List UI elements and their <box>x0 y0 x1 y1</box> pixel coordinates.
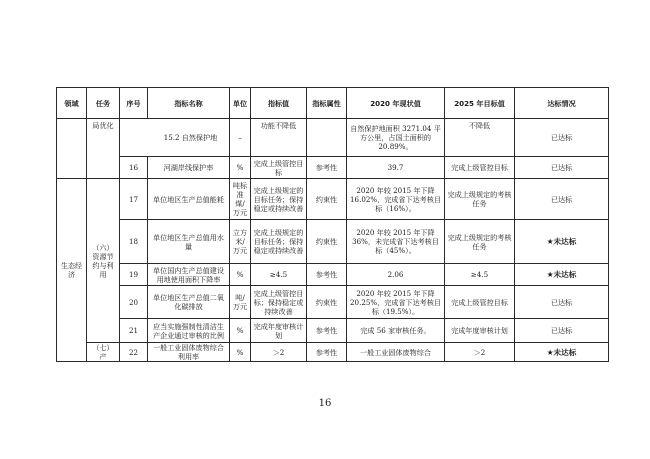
cell-unit: % <box>230 157 251 179</box>
cell-current: 2020 年较 2015 年下降 36%，未完成省下达考核目标（45%）。 <box>347 220 445 264</box>
cell-attr: 参考性 <box>307 264 347 286</box>
cell-name: 单位地区生产总值能耗 <box>148 179 230 220</box>
header-current: 2020 年现状值 <box>347 88 445 119</box>
cell-attr: 约束性 <box>307 220 347 264</box>
cell-target: 完成年度审核计划 <box>251 319 307 343</box>
header-status: 达标情况 <box>515 88 609 119</box>
header-target: 指标值 <box>251 88 307 119</box>
table-row <box>57 286 609 319</box>
cell-current: 2.06 <box>347 264 445 286</box>
cell-current: 2020 年较 2015 年下降 16.02%，完成省下达考核目标（16%）。 <box>347 179 445 220</box>
cell-target: 功能不降低 <box>251 119 307 157</box>
header-unit: 单位 <box>230 88 251 119</box>
cell-status: 已达标 <box>515 179 609 220</box>
cell-seq: 17 <box>120 179 148 220</box>
cell-attr: 参考性 <box>307 319 347 343</box>
cell-goal: 完成上级管控目标 <box>445 157 515 179</box>
table-header-row <box>57 88 609 119</box>
cell-goal: 不降低 <box>445 119 515 157</box>
cell-attr: 参考性 <box>307 343 347 362</box>
table-row <box>57 220 609 264</box>
cell-name: 河湖岸线保护率 <box>148 157 230 179</box>
cell-status: 已达标 <box>515 319 609 343</box>
cell-current: 一般工业固体废物综合 <box>347 343 445 362</box>
cell-field <box>57 119 87 179</box>
cell-status: 已达标 <box>515 286 609 319</box>
cell-current: 自然保护地面积 3271.04 平方公里，占国土面积的 20.89%。 <box>347 119 445 157</box>
header-goal: 2025 年目标值 <box>445 88 515 119</box>
cell-status: ★未达标 <box>515 264 609 286</box>
cell-seq: 16 <box>120 157 148 179</box>
cell-unit: % <box>230 343 251 362</box>
cell-goal: 完成年度审核计划 <box>445 319 515 343</box>
cell-name: 单位地区生产总值二氧化碳排放 <box>148 286 230 319</box>
cell-seq: 22 <box>120 343 148 362</box>
header-attr: 指标属性 <box>307 88 347 119</box>
cell-target: ＞2 <box>251 343 307 362</box>
cell-name <box>120 119 230 157</box>
cell-attr: 约束性 <box>307 286 347 319</box>
cell-goal: ＞2 <box>445 343 515 362</box>
header-seq: 序号 <box>120 88 148 119</box>
cell-task: （七）产 <box>87 343 120 362</box>
indicator-table <box>56 87 609 362</box>
cell-goal: 完成上级管控目标 <box>445 286 515 319</box>
header-name: 指标名称 <box>148 88 230 119</box>
cell-goal: 完成上级规定的考核任务 <box>445 220 515 264</box>
cell-name-text: 15.2 自然保护地 <box>163 133 218 142</box>
cell-target: ≥4.5 <box>251 264 307 286</box>
cell-unit: 吨标准煤/万元 <box>230 179 251 220</box>
cell-unit: % <box>230 264 251 286</box>
cell-status: 已达标 <box>515 157 609 179</box>
table-row <box>57 343 609 362</box>
cell-seq: 19 <box>120 264 148 286</box>
cell-unit: 立方米/万元 <box>230 220 251 264</box>
cell-unit: 吨/万元 <box>230 286 251 319</box>
cell-name: 单位地区生产总值用水量 <box>148 220 230 264</box>
cell-target: 完成上级管控目标；保持稳定或持续改善 <box>251 286 307 319</box>
cell-current: 39.7 <box>347 157 445 179</box>
cell-unit: – <box>230 119 251 157</box>
table-row <box>57 319 609 343</box>
cell-status: ★未达标 <box>515 220 609 264</box>
table-row <box>57 179 609 220</box>
header-field: 领域 <box>57 88 87 119</box>
cell-unit: % <box>230 319 251 343</box>
cell-seq: 18 <box>120 220 148 264</box>
cell-goal: 完成上级规定的考核任务 <box>445 179 515 220</box>
cell-name: 应当实施强制性清洁生产企业通过审核的比例 <box>148 319 230 343</box>
cell-target: 完成上级规定的目标任务；保持稳定或持续改善 <box>251 179 307 220</box>
cell-goal: ≥4.5 <box>445 264 515 286</box>
cell-attr: 参考性 <box>307 157 347 179</box>
cell-name: 单位国内生产总值建设用地使用面积下降率 <box>148 264 230 286</box>
cell-field-eco: 生态经济 <box>57 179 87 362</box>
cell-status: 已达标 <box>515 119 609 157</box>
cell-seq: 20 <box>120 286 148 319</box>
cell-name: 一般工业固体废物综合利用率 <box>148 343 230 362</box>
cell-attr: 约束性 <box>307 179 347 220</box>
cell-task: 局优化 <box>87 119 120 179</box>
cell-target: 完成上级规定的目标任务；保持稳定或持续改善 <box>251 220 307 264</box>
cell-current: 完成 56 家审核任务。 <box>347 319 445 343</box>
table-row <box>57 264 609 286</box>
cell-task-resource: （六）资源节约与利用 <box>87 179 120 343</box>
cell-seq: 21 <box>120 319 148 343</box>
cell-attr <box>307 119 347 157</box>
header-task: 任务 <box>87 88 120 119</box>
cell-target: 完成上级管控目标 <box>251 157 307 179</box>
table-row <box>57 119 609 157</box>
table-row <box>57 157 609 179</box>
page-number: 16 <box>318 398 332 409</box>
cell-status: ★未达标 <box>515 343 609 362</box>
cell-current: 2020 年较 2015 年下降 20.25%，完成省下达考核目标（19.5%）。 <box>347 286 445 319</box>
